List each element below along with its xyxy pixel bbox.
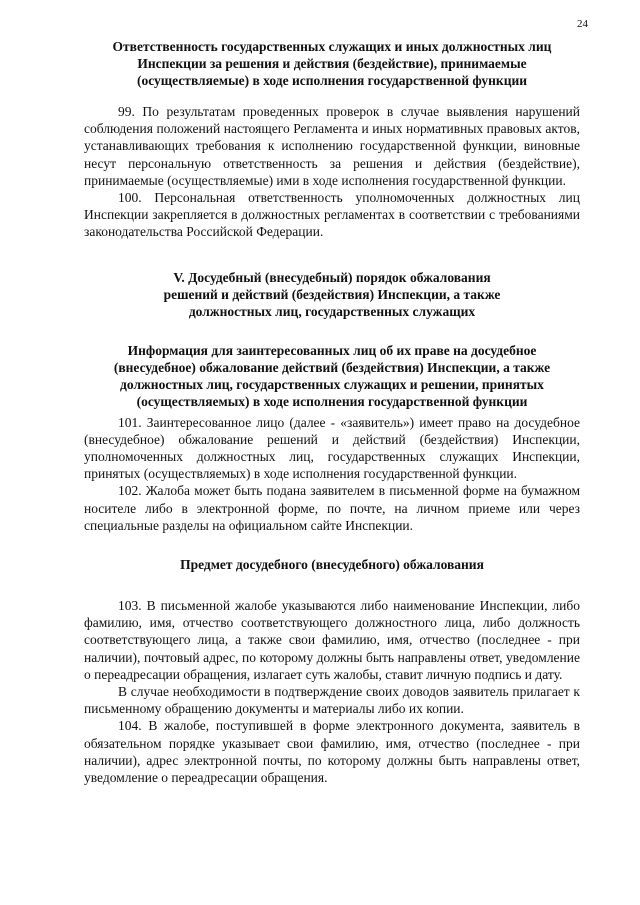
- heading-line: должностных лиц, государственных служащих и решении, принятых: [120, 376, 544, 392]
- heading-line: Информация для заинтересованных лиц об их праве на досудебное: [127, 342, 537, 358]
- heading-line: (осуществляемые) в ходе исполнения государственной функции: [136, 73, 528, 88]
- paragraph-104: 104. В жалобе, поступившей в форме электронного документа, заявитель в обязательном порядке указывает свои фамилию, имя, отчество (последнее - при наличии), адрес электронной почты, по которому должны быть направлены ответ, уведомление о переадресации обращения.: [84, 718, 580, 786]
- heading-line: Предмет досудебного (внесудебного) обжалования: [180, 557, 484, 573]
- document-body: [84, 38, 580, 786]
- heading-line: (осуществляемых) в ходе исполнения государственной функции: [136, 393, 528, 409]
- paragraph-102: 102. Жалоба может быть подана заявителем в письменной форме на бумажном носителе либо в электронной форме, по почте, на личном приеме или через специальные разделы на официальном сайте Инспекции.: [84, 483, 580, 533]
- chapter-heading-appeal: [84, 269, 580, 320]
- heading-line: Ответственность государственных служащих и иных должностных лиц: [112, 39, 552, 54]
- paragraph-101: 101. Заинтересованное лицо (далее - «заявитель») имеет право на досудебное (внесудебное) обжалование решений и действий (бездействия) Инспекции, уполномоченных должностных лиц, государственных служащих Инспекции, принятых (осуществляемых) в ходе исполнения государственной функции.: [84, 414, 580, 482]
- paragraph-99: 99. По результатам проведенных проверок в случае выявления нарушений соблюдения положений настоящего Регламента и иных нормативных правовых актов, устанавливающих требования к исполнению государственной функции, виновные несут персональную ответственность за решения и действия (бездействие), принимаемые (осуществляемые) ими в ходе исполнения государственной функции.: [84, 104, 580, 188]
- section-heading-subject: [84, 556, 580, 573]
- paragraph-103-continued: В случае необходимости в подтверждение своих доводов заявитель прилагает к письменному обращению документы и материалы либо их копии.: [84, 684, 580, 717]
- page-number: 24: [577, 18, 588, 30]
- heading-line: решений и действий (бездействия) Инспекции, а также: [163, 286, 501, 302]
- section-heading-responsibility: [84, 38, 580, 89]
- heading-line: V. Досудебный (внесудебный) порядок обжалования: [173, 269, 491, 285]
- heading-line: должностных лиц, государственных служащих: [188, 303, 476, 319]
- section-heading-information: [84, 342, 580, 410]
- paragraph-100: 100. Персональная ответственность уполномоченных должностных лиц Инспекции закрепляется в должностных регламентах в соответствии с требованиями законодательства Российской Федерации.: [84, 190, 580, 240]
- paragraph-103: 103. В письменной жалобе указываются либо наименование Инспекции, либо фамилию, имя, отчество соответствующего должностного лица, либо должность соответствующего лица, а также свои фамилию, имя, отчество (последнее - при наличии), почтовый адрес, по которому должны быть направлены ответ, уведомление о переадресации обращения, излагает суть жалобы, ставит личную подпись и дату.: [84, 598, 580, 682]
- heading-line: Инспекции за решения и действия (бездействие), принимаемые: [137, 56, 527, 71]
- heading-line: (внесудебное) обжалование действий (бездействия) Инспекции, а также: [113, 359, 551, 375]
